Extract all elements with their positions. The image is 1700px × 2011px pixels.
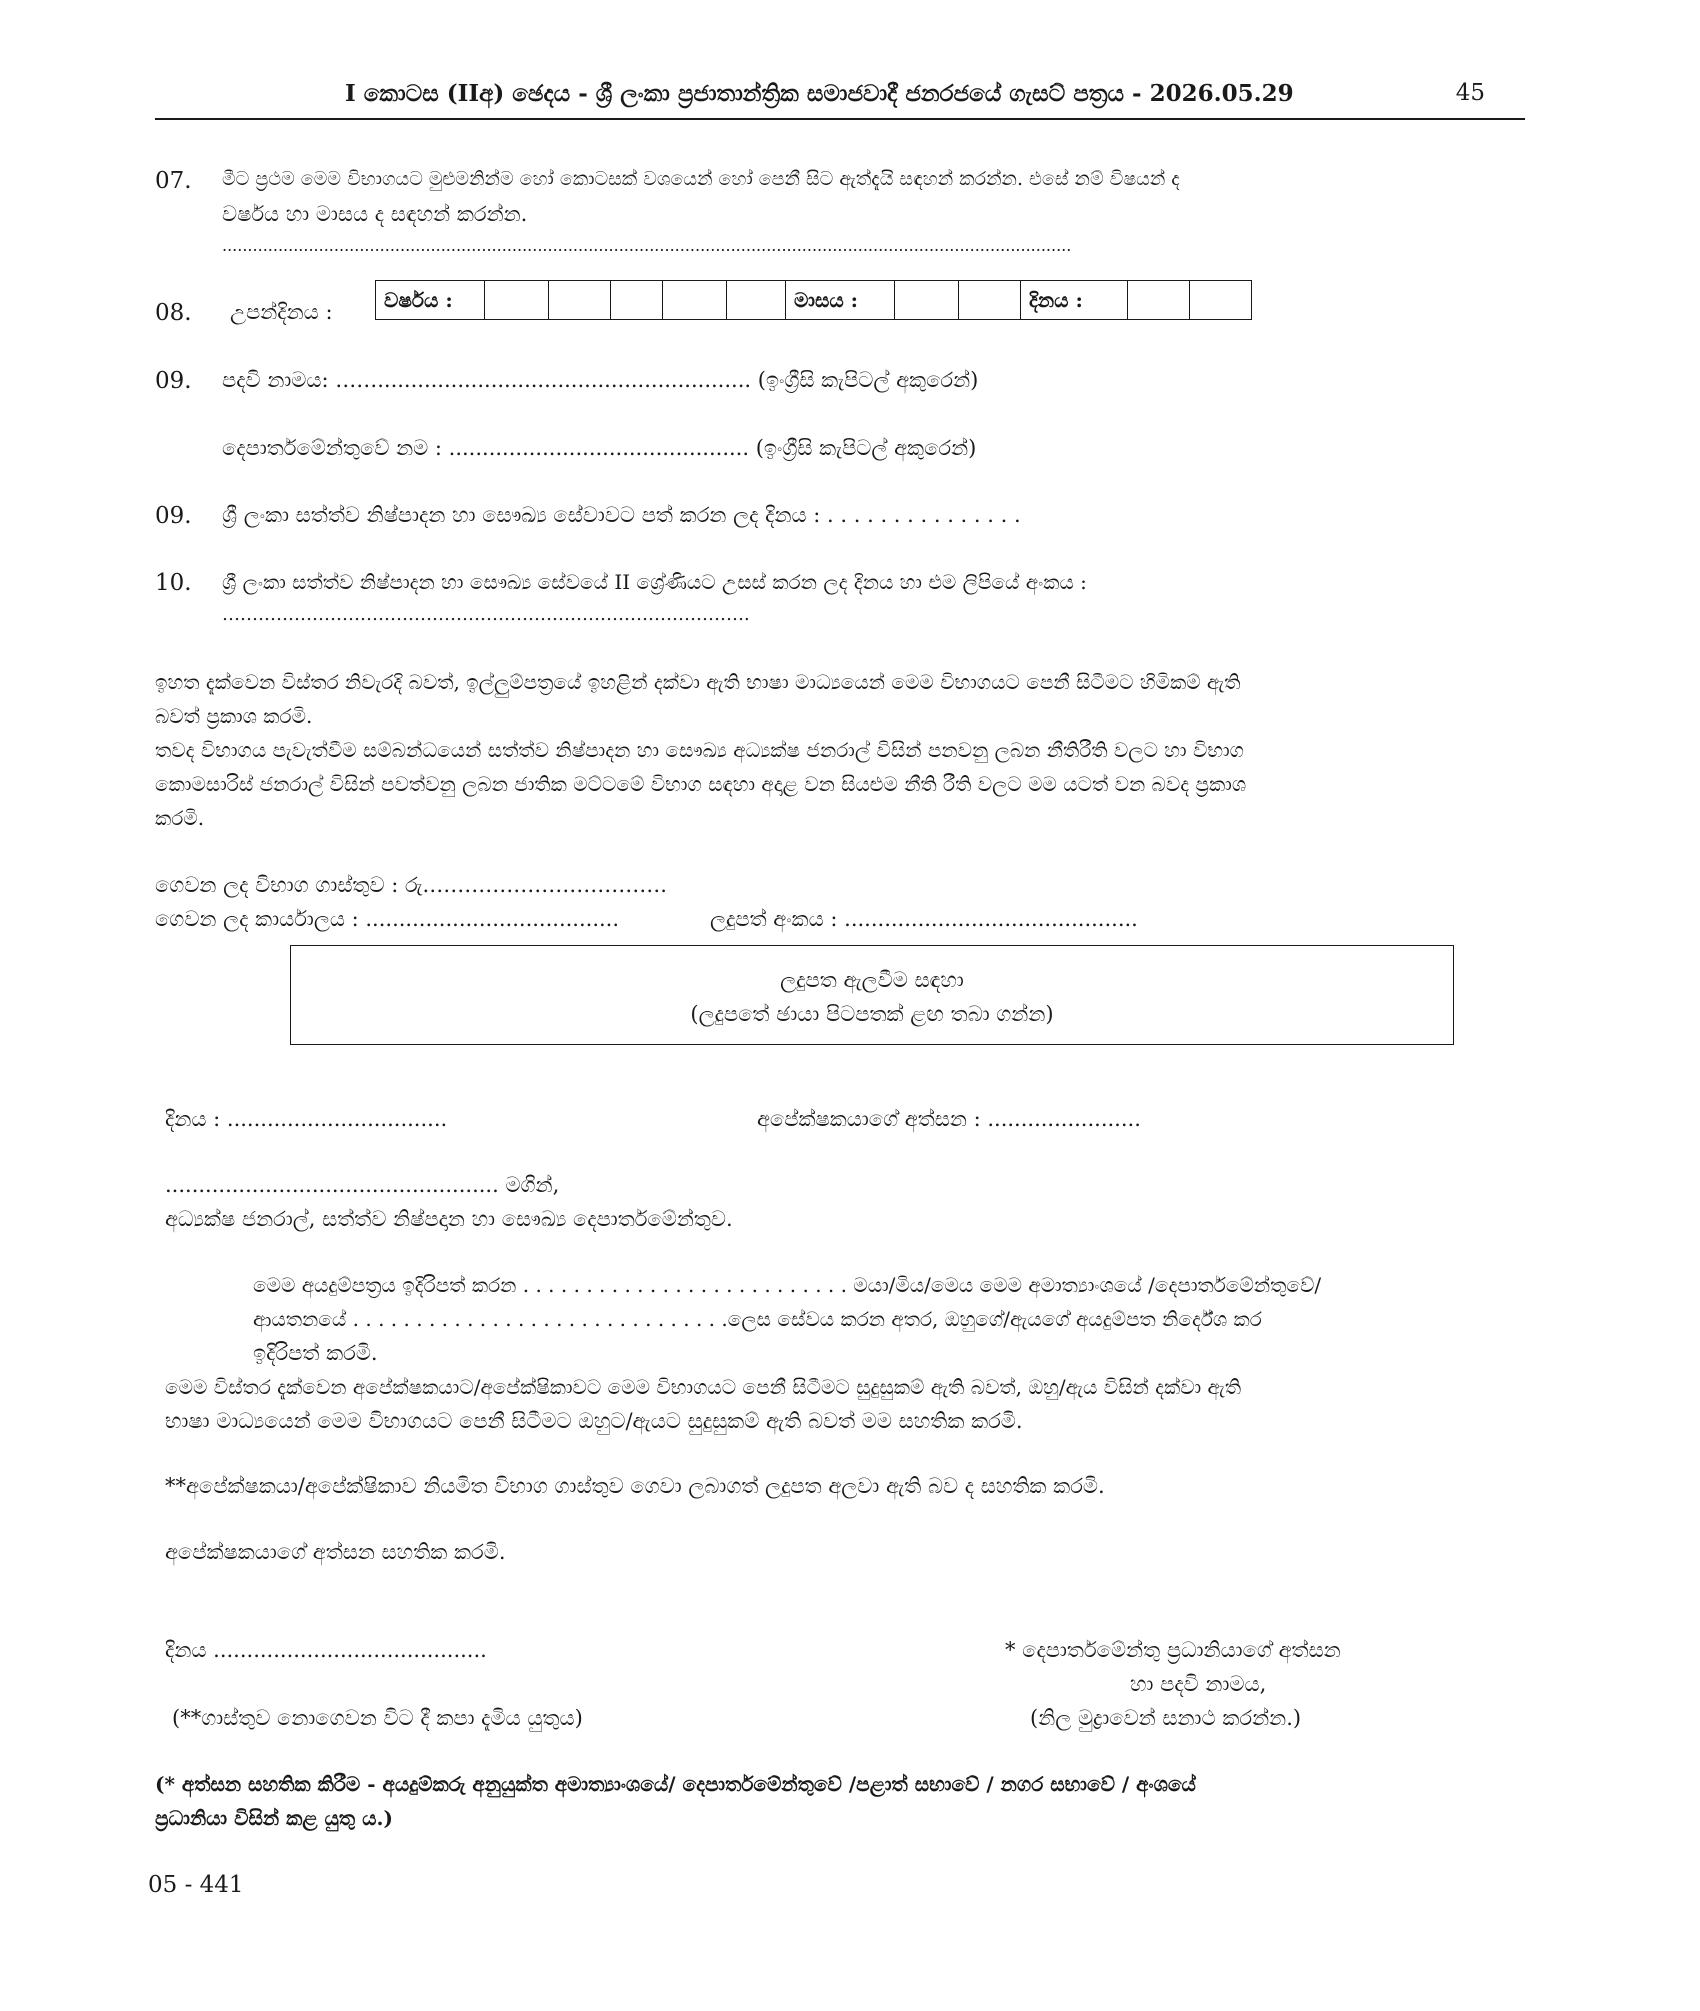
declaration-line4: කොමසාරිස් ජනරාල් විසින් පවත්වනු ලබන ජාතික මට්ටමේ විභාග සඳහා අදාළ වන සියළුම නීති රීති වලට මම යටත් වන බවද ප්‍රකාශ bbox=[155, 772, 1247, 796]
dob-year-cell[interactable] bbox=[663, 281, 727, 320]
receipt-number-field[interactable]: ලදුපත් අංකය : ............................................ bbox=[710, 907, 1138, 931]
dob-day-cell[interactable] bbox=[1190, 281, 1252, 320]
declaration-line1: ඉහත දැක්වෙන විස්තර නිවැරදි බවත්, ඉල්ලුම්පත්‍රයේ ඉහළින් දක්වා ඇති භාෂා මාධ්‍යයෙන් මෙම විභාගයට පෙනී සිටීමට හිමිකම් ඇති bbox=[155, 670, 1241, 694]
dob-year-cell[interactable] bbox=[549, 281, 611, 320]
item-number-09b: 09. bbox=[155, 503, 192, 529]
fee-amount-field[interactable]: ගෙවන ලද විභාග ගාස්තුව : රු.……………………………. bbox=[155, 873, 667, 897]
dob-year-cell[interactable] bbox=[611, 281, 663, 320]
applicant-date-field[interactable]: දිනය : ................................. bbox=[165, 1107, 448, 1131]
applicant-signature-field[interactable]: අපේක්ෂකයාගේ අත්සන : ....................... bbox=[757, 1107, 1141, 1131]
declaration-line2: බවත් ප්‍රකාශ කරමි. bbox=[155, 704, 313, 728]
signature-confirm-text: අපේක්ෂකයාගේ අත්සන සහතික කරමි. bbox=[165, 1540, 506, 1564]
fee-confirm-text: **අපේක්ෂකයා/අපේක්ෂිකාව නියමිත විභාග ගාස්තුව ගෙවා ලබාගත් ලදුපත අලවා ඇති බව ද සහතික කරමි. bbox=[165, 1474, 1105, 1498]
certification-to: අධ්‍යක්ෂ ජනරාල්, සත්ත්ව නිෂ්පදාන හා සෞඛ්‍ය දෙපාර්තමේන්තුව. bbox=[165, 1207, 733, 1231]
dob-year-cell[interactable] bbox=[727, 281, 786, 320]
certification-p2-line1: මෙම විස්තර දැක්වෙන අපේක්ෂකයාට/අපේක්ෂිකාවට මෙම විභාගයට පෙනී සිටීමට සුදුසුකම් ඇති බවත්, ඔහු/ඇය විසින් දක්වා ඇති bbox=[165, 1375, 1242, 1399]
dob-year-label: වර්ෂය : bbox=[376, 281, 485, 320]
certification-via[interactable]: .................................................. මගින්, bbox=[165, 1173, 560, 1197]
gazette-title: I කොටස (IIඅ) ඡෙදය - ශ්‍රී ලංකා ප්‍රජාතාන්ත්‍රික සමාජවාදී ජනරජයේ ගැසට් පත්‍රය - 2026.05.29 bbox=[345, 80, 1294, 107]
certification-p1-line1: මෙම අයදුම්පත්‍රය ඉදිරිපත් කරන . . . . . . . . . . . . . . . . . . . . . . . . . . මයා/මිය/මෙය මෙම අමාත්‍යාංශයේ /දෙපාර්තමේන්තුවේ/ bbox=[253, 1273, 1322, 1297]
dob-table bbox=[375, 280, 1252, 320]
item-number-08: 08. bbox=[155, 300, 192, 326]
q10-line1: ශ්‍රී ලංකා සත්ත්ව නිෂ්පාදන හා සෞඛ්‍ය සේවයේ II ශ්‍රේණියට උසස් කරන ලද දිනය හා එම ලිපියේ අංකය : bbox=[222, 570, 1087, 594]
head-signature-label: * දෙපාර්තමේන්තු ප්‍රධානියාගේ අත්සන bbox=[1005, 1638, 1341, 1662]
page-header bbox=[155, 78, 1525, 120]
page-code: 05 - 441 bbox=[148, 1872, 244, 1898]
department-field[interactable]: දෙපාර්තමේන්තුවේ නම : ............................................. (ඉංග්‍රීසි කැපිටල් අකුරෙන්) bbox=[222, 436, 977, 460]
receipt-box-line1: ලදුපත ඇලවීම සඳහා bbox=[780, 968, 964, 992]
dob-day-cell[interactable] bbox=[1128, 281, 1190, 320]
fee-office-field[interactable]: ගෙවන ලද කාර්යාලය : ...................................... bbox=[155, 907, 620, 931]
designation-field[interactable]: පදවි නාමය: ……........................................................ (ඉංග්‍රීසි කැපිටල් අකුරෙන්) bbox=[222, 368, 979, 392]
dob-month-cell[interactable] bbox=[959, 281, 1021, 320]
head-designation-label: හා පදවි නාමය, bbox=[1130, 1672, 1267, 1696]
q07-answer-dots[interactable]: ....................................................................................................................................................................... bbox=[222, 236, 1072, 255]
q07-line1: මීට ප්‍රථම මෙම විභාගයට මුළුමනින්ම හෝ කොටසක් වශයෙන් හෝ පෙනී සිට ඇත්දැයි සඳහන් කරන්න. එසේ නම් විෂයන් ද bbox=[222, 168, 1180, 190]
item-number-07: 07. bbox=[155, 168, 192, 194]
dob-day-label: දිනය : bbox=[1021, 281, 1128, 320]
footnote-line1: (* අත්සන සහතික කිරීම - අයදුම්කරු අනුයුක්ත අමාත්‍යාංශයේ/ දෙපාර්තමේන්තුවේ /පළාත් සභාවේ / නගර සභාවේ / අංශයේ bbox=[155, 1772, 1196, 1796]
official-seal-note: (නිල මුද්‍රාවෙන් සනාථ කරන්න.) bbox=[1030, 1706, 1302, 1730]
dob-month-label: මාසය : bbox=[786, 281, 895, 320]
promotion-answer-dots[interactable]: ……………………………………………………………………………. bbox=[222, 604, 750, 625]
declaration-line5: කරමි. bbox=[155, 806, 205, 830]
certification-p2-line2: භාෂා මාධ්‍යයෙන් මෙම විභාගයට පෙනී සිටීමට ඔහුට/ඇයට සුදුසුකම් ඇති බවත් මම සහතික කරමි. bbox=[165, 1409, 1023, 1433]
page-number: 45 bbox=[1455, 80, 1485, 106]
receipt-paste-box[interactable] bbox=[290, 945, 1454, 1045]
declaration-line3: තවද විභාගය පැවැත්වීම සම්බන්ධයෙන් සත්ත්ව නිෂ්පාදන හා සෞඛ්‍ය අධ්‍යක්ෂ ජනරාල් විසින් පනවනු ලබන නීතිරීති වලට හා විභාග bbox=[155, 738, 1244, 762]
footnote-line2: ප්‍රධානියා විසින් කළ යුතු ය.) bbox=[155, 1806, 393, 1830]
certification-p1-line2: ආයතනයේ . . . . . . . . . . . . . . . . . . . . . . . . . . . . . .ලෙස සේවය කරන අතර, ඔහුගේ/ඇයගේ අයදුම්පත නිර්දේශ කර bbox=[253, 1307, 1262, 1331]
fee-strike-note: (**ගාස්තුව නොගෙවන විට දී කපා දැමිය යුතුය) bbox=[172, 1706, 583, 1730]
q07-line2: වර්ෂය හා මාසය ද සඳහන් කරන්න. bbox=[222, 202, 528, 226]
appointment-date-field[interactable]: ශ්‍රී ලංකා සත්ත්ව නිෂ්පාදන හා සෞඛ්‍ය සේවාවට පත් කරන ලද දිනය : . . . . . . . . . . . . . . . bbox=[222, 503, 1021, 527]
head-date-field[interactable]: දිනය ......................................... bbox=[165, 1638, 487, 1662]
item-number-09a: 09. bbox=[155, 368, 192, 394]
certification-p1-line3: ඉදිරිපත් කරමි. bbox=[253, 1341, 378, 1365]
dob-label: උපන්දිනය : bbox=[230, 300, 333, 324]
receipt-box-line2: (ලදුපතේ ඡායා පිටපතක් ළඟ තබා ගන්න) bbox=[690, 1002, 1054, 1026]
dob-year-cell[interactable] bbox=[485, 281, 549, 320]
dob-month-cell[interactable] bbox=[895, 281, 959, 320]
item-number-10: 10. bbox=[155, 570, 192, 596]
